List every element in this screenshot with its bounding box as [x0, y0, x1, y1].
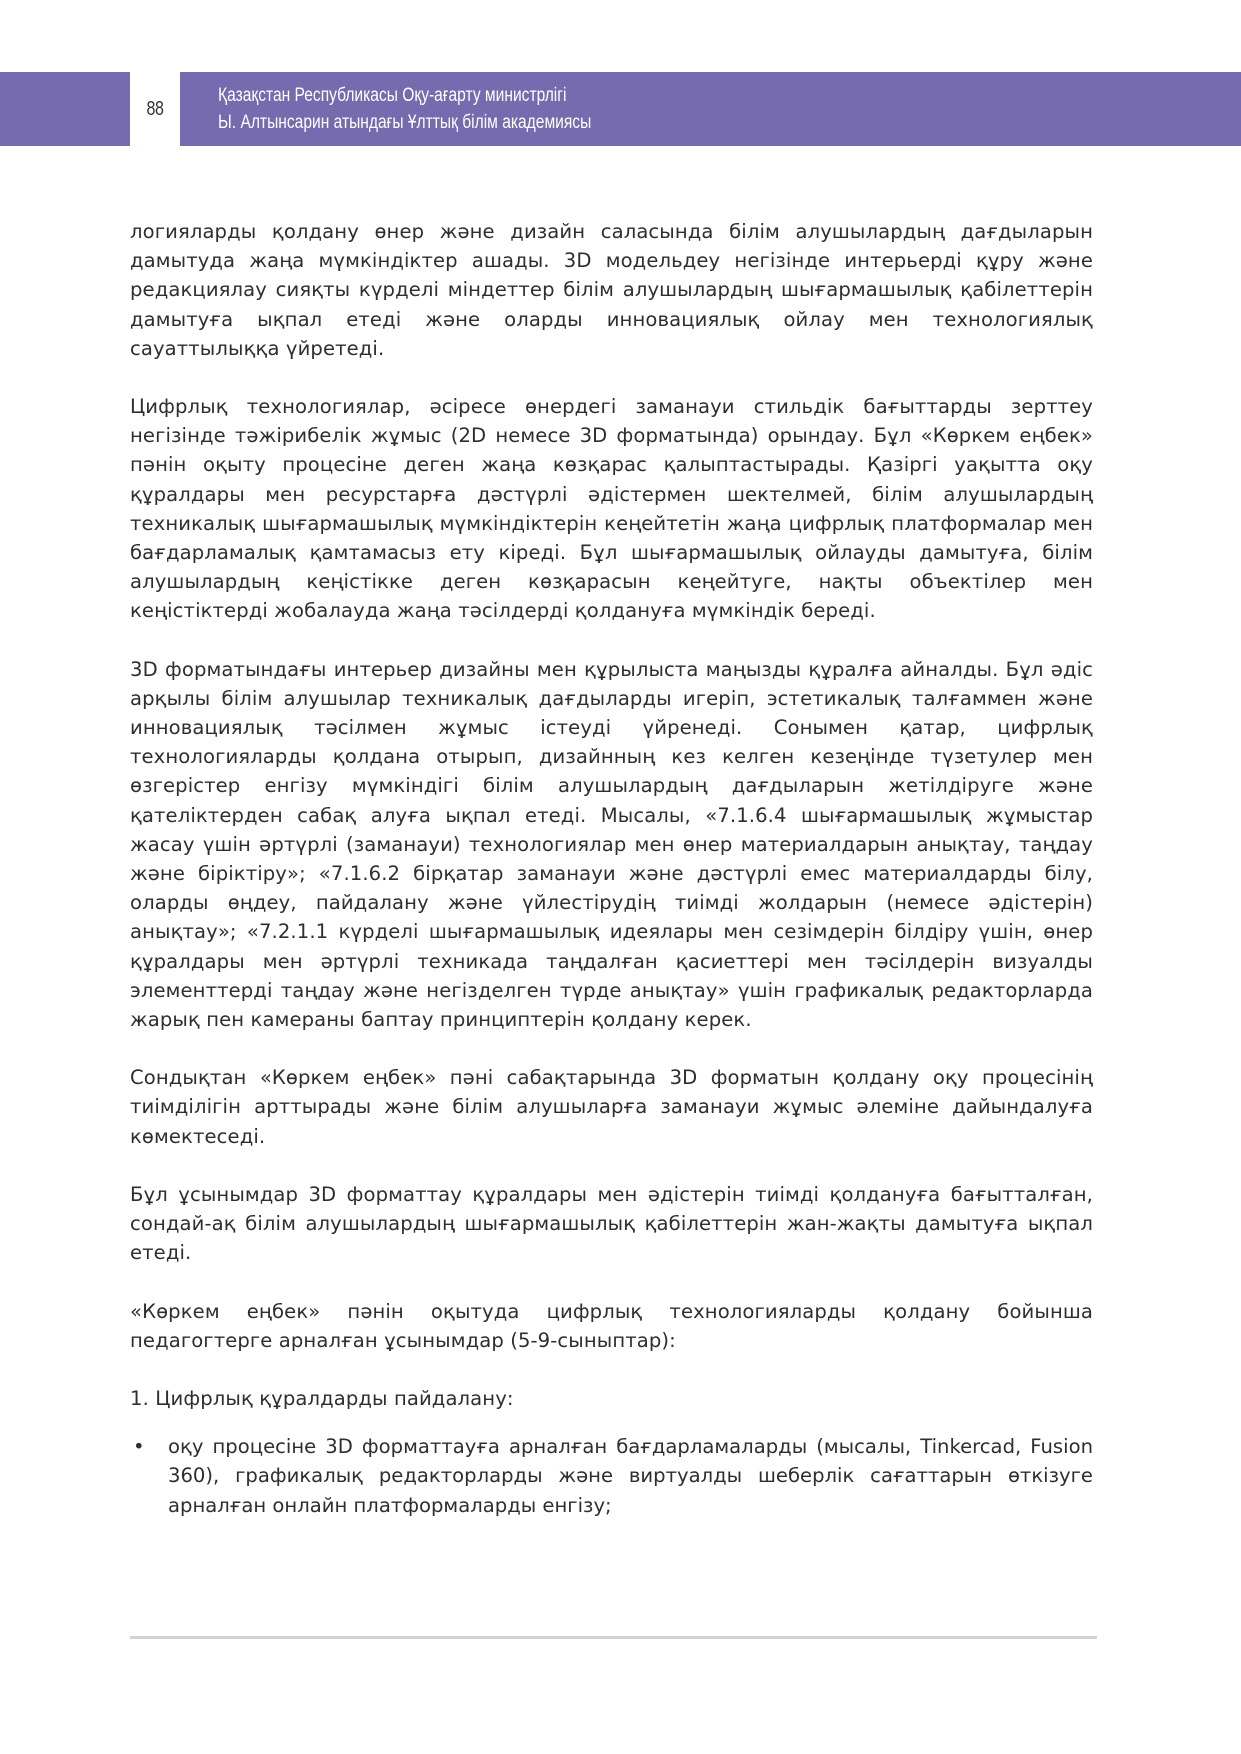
page-body	[130, 217, 1093, 1520]
bullet-icon: •	[133, 1435, 145, 1459]
header-academy: Ы. Алтынсарин атындағы Ұлттық білім академиясы	[218, 112, 592, 133]
list-item	[130, 1432, 1093, 1520]
list-item-text: оқу процесіне 3D форматтауға арналған бағдарламаларды (мысалы, Tinkercad, Fusion 360), графикалық редакторларды және виртуалды шеберлік сағаттарын өткізуге арналған онлайн платформаларды енгізу;	[168, 1435, 1093, 1517]
header-banner	[180, 72, 1241, 146]
paragraph: логияларды қолдану өнер және дизайн саласында білім алушылардың дағдыларын дамытуда жаңа мүмкіндіктер ашады. 3D модельдеу негізінде интерьерді құру және редакциялау сияқты күрделі міндеттер білім алушылардың шығармашылық қабілеттерін дамытуға ықпал етеді және оларды инновациялық ойлау мен технологиялық сауаттылыққа үйретеді.	[130, 220, 1093, 360]
paragraph: «Көркем еңбек» пәнін оқытуда цифрлық технологияларды қолдану бойынша педагогтерге арналған ұсынымдар (5-9-сыныптар):	[130, 1299, 1093, 1352]
paragraph: Сондықтан «Көркем еңбек» пәні сабақтарында 3D форматын қолдану оқу процесінің тиімділігін арттырады және білім алушыларға заманауи жұмыс әлеміне дайындалуға көмектеседі.	[130, 1066, 1093, 1148]
paragraph: 3D форматындағы интерьер дизайны мен құрылыста маңызды құралға айналды. Бұл әдіс арқылы білім алушылар техникалық дағдыларды игеріп, эстетикалық талғаммен және инновациялық тәсілмен жұмыс істеуді үйренеді. Сонымен қатар, цифрлық технологияларды қолдана отырып, дизайнның кез келген кезеңінде түзетулер мен өзгерістер енгізу мүмкіндігі білім алушылардың дағдыларын жетілдіруге және қателіктерден сабақ алуға ықпал етеді. Мысалы, «7.1.6.4 шығармашылық жұмыстар жасау үшін әртүрлі (заманауи) технологиялар мен өнер материалдарын анықтау, таңдау және біріктіру»; «7.1.6.2 бірқатар заманауи және дәстүрлі емес материалдарды білу, оларды өңдеу, пайдалану және үйлестірудің тиімді жолдарын (немесе әдістерін) анықтау»; «7.2.1.1 күрделі шығармашылық идеялары мен сезімдерін білдіру үшін, өнер құралдары мен әртүрлі техникада таңдалған қасиеттері мен тәсілдерін визуалды элементтерді таңдау және негізделген түрде анықтау» үшін графикалық редакторларда жарық пен камераны баптау принциптерін қолдану керек.	[130, 657, 1093, 1032]
paragraph: Цифрлық технологиялар, әсіресе өнердегі заманауи стильдік бағыттарды зерттеу негізінде тәжірибелік жұмыс (2D немесе 3D форматында) орындау. Бұл «Көркем еңбек» пәнін оқыту процесіне деген жаңа көзқарас қалыптастырады. Қазіргі уақытта оқу құралдары мен ресурстарға дәстүрлі әдістермен шектелмей, білім алушылардың техникалық шығармашылық мүмкіндіктерін кеңейтетін жаңа цифрлық платформалар мен бағдарламалық қамтамасыз ету кіреді. Бұл шығармашылық ойлауды дамытуға, білім алушылардың кеңістікке деген көзқарасын кеңейтуге, нақты объектілер мен кеңістіктерді жобалауда жаңа тәсілдерді қолдануға мүмкіндік береді.	[130, 395, 1093, 623]
page-number: 88	[146, 97, 164, 120]
footer-divider	[130, 1636, 1097, 1639]
paragraph: Бұл ұсынымдар 3D форматтау құралдары мен әдістерін тиімді қолдануға бағытталған, сондай-ақ білім алушылардың шығармашылық қабілеттерін жан-жақты дамытуға ықпал етеді.	[130, 1182, 1093, 1265]
header-ministry: Қазақстан Республикасы Оқу-ағарту министрлігі	[218, 85, 567, 106]
header-accent-block	[0, 72, 130, 146]
list-heading: 1. Цифрлық құралдарды пайдалану:	[130, 1386, 514, 1410]
